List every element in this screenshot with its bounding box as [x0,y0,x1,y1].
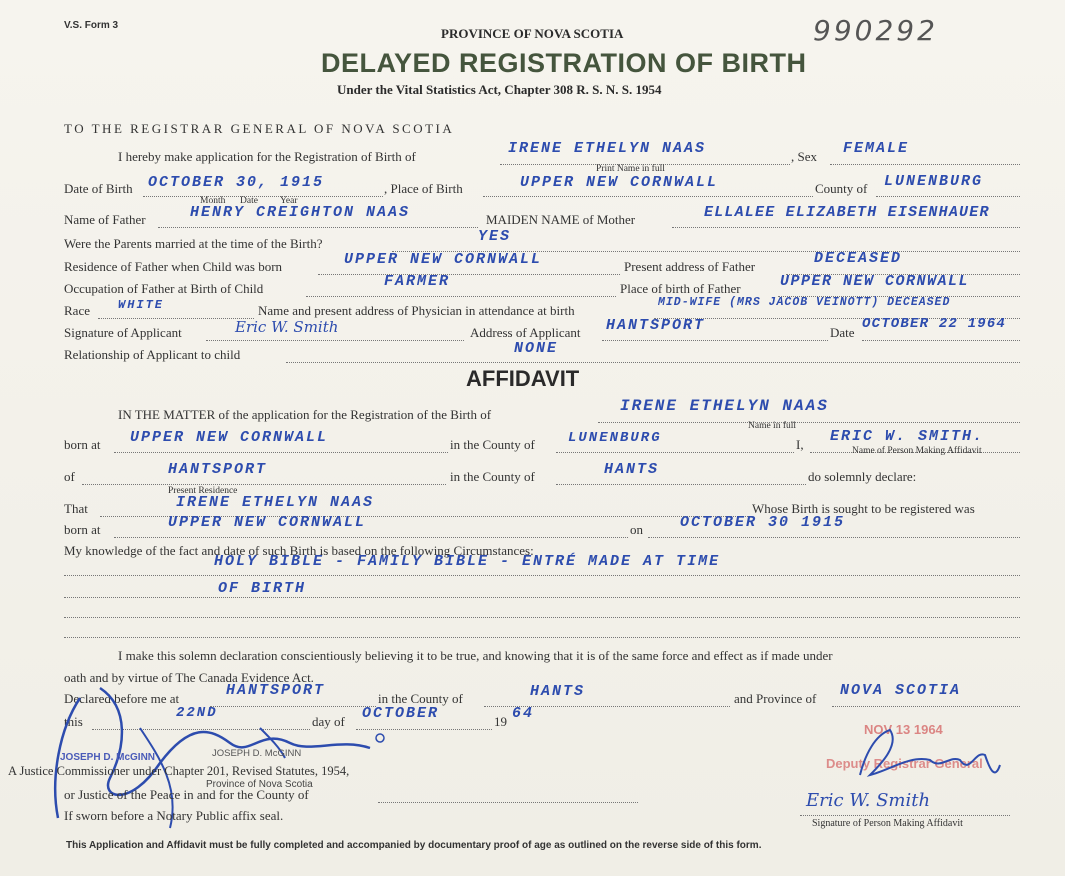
occupation-label: Occupation of Father at Birth of Child [64,281,264,296]
to-registrar: TO THE REGISTRAR GENERAL OF NOVA SCOTIA [64,121,455,136]
father-label: Name of Father [64,212,146,227]
knowledge-text: My knowledge of the fact and date of such Birth is based on the following Circumstances: [64,543,534,558]
married-label: Were the Parents married at the time of the Birth? [64,236,323,251]
relationship-value: NONE [514,340,559,357]
declared-county-value: HANTS [530,683,586,700]
joseph-stamp-line: JOSEPH D. McGINN [212,748,302,759]
day-value: 22ND [176,705,218,721]
applicant-address-value: HANTSPORT [606,317,706,334]
sex-label: , Sex [791,149,817,164]
father-birthplace-label: Place of birth of Father [620,281,741,296]
on-date-value: OCTOBER 30 1915 [680,514,846,531]
county-label: County of [815,181,868,196]
declared-county-label: in the County of [378,691,463,706]
declared-province-value: NOVA SCOTIA [840,682,962,699]
applicant-signature-label: Signature of Applicant [64,325,182,340]
notary-line: If sworn before a Notary Public affix seal. [64,808,284,823]
form-title: DELAYED REGISTRATION OF BIRTH [321,48,807,78]
circumstances-line-1: HOLY BIBLE - FAMILY BIBLE - ENTRÉ MADE AT TIME [214,553,721,570]
declared-at-value: HANTSPORT [226,682,326,699]
mother-value: ELLALEE ELIZABETH EISENHAUER [704,204,990,221]
affiant-signature: Eric W. Smith [806,790,931,811]
physician-value: MID-WIFE (MRS JACOB VEINOTT) DECEASED [658,296,951,309]
affidavit-heading: AFFIDAVIT [466,366,580,391]
present-residence-label: Present Residence [168,486,238,496]
residence-value: UPPER NEW CORNWALL [344,251,543,268]
whose-birth-text: Whose Birth is sought to be registered was [752,501,975,516]
application-date-value: OCTOBER 22 1964 [862,316,1007,332]
application-date-label: Date [830,325,855,340]
solemn-declaration-1: I make this solemn declaration conscientiously believing it to be true, and knowing that it is of the same force and effect as if made under [118,648,833,663]
date-label: Date [240,196,258,206]
born-at-value-2: UPPER NEW CORNWALL [168,514,367,531]
applicant-signature: Eric W. Smith [235,318,339,336]
registrar-signature [820,715,1010,795]
dob-label: Date of Birth [64,181,133,196]
father-birthplace-value: UPPER NEW CORNWALL [780,273,970,290]
commissioner-line: A Justice Commissioner under Chapter 201, Revised Statutes, 1954, [8,764,350,778]
solemn-declaration-2: oath and by virtue of The Canada Evidence Act. [64,670,314,685]
province-stamp-line: Province of Nova Scotia [206,779,313,790]
received-date-stamp: NOV 13 1964 [864,722,943,737]
year-prefix: 19 [494,714,507,729]
deponent-value: ERIC W. SMITH. [830,428,985,445]
justice-line: or Justice of the Peace in and for the County of [64,787,309,802]
form-subtitle: Under the Vital Statistics Act, Chapter 308 R. S. N. S. 1954 [337,82,662,97]
born-county-value: LUNENBURG [568,430,662,446]
year-label: Year [280,196,298,206]
commissioner-stamp-name: JOSEPH D. McGINN [60,752,156,763]
affidavit-child-name: IRENE ETHELYN NAAS [620,397,829,415]
this-label: this [64,714,83,729]
applicant-address-label: Address of Applicant [470,325,581,340]
application-intro: I hereby make application for the Registration of Birth of [118,149,416,164]
sex-value: FEMALE [843,140,910,157]
on-label: on [630,522,643,537]
residence-label: Residence of Father when Child was born [64,259,283,274]
deputy-registrar-stamp: Deputy Registrar General [826,756,983,771]
born-at-value: UPPER NEW CORNWALL [130,429,329,446]
dob-value: OCTOBER 30, 1915 [148,174,325,191]
file-number: 990292 [813,14,938,47]
print-name-label: Print Name in full [596,164,665,174]
occupation-value: FARMER [384,273,451,290]
circumstances-line-2: OF BIRTH [218,580,307,597]
place-label: , Place of Birth [384,181,463,196]
married-value: YES [478,228,512,245]
declared-label: Declared before me at [64,691,180,706]
month-value: OCTOBER [362,705,440,722]
day-of-label: day of [312,714,345,729]
residence-value-affidavit: HANTSPORT [168,461,268,478]
born-at-label-2: born at [64,522,101,537]
born-at-label: born at [64,437,101,452]
deponent-label: Name of Person Making Affidavit [852,446,982,456]
race-label: Race [64,303,90,318]
form-number: V.S. Form 3 [64,20,119,31]
affidavit-intro: IN THE MATTER of the application for the Registration of the Birth of [118,407,492,422]
of-label: of [64,469,75,484]
county-value: LUNENBURG [884,173,984,190]
mother-label: MAIDEN NAME of Mother [486,212,636,227]
child-name: IRENE ETHELYN NAAS [508,140,707,157]
i-label: I, [796,437,804,452]
solemnly-declare: do solemnly declare: [808,469,917,484]
year-suffix: 64 [512,705,535,722]
born-county-label: in the County of [450,437,535,452]
physician-label: Name and present address of Physician in attendance at birth [258,303,575,318]
present-address-value: DECEASED [814,250,903,267]
that-label: That [64,501,88,516]
name-in-full-label: Name in full [748,421,797,431]
declared-province-label: and Province of [734,691,817,706]
place-value: UPPER NEW CORNWALL [520,174,719,191]
affiant-signature-label: Signature of Person Making Affidavit [812,818,963,829]
relationship-label: Relationship of Applicant to child [64,347,241,362]
residence-county-label: in the County of [450,469,535,484]
race-value: WHITE [118,298,165,312]
residence-county-value: HANTS [604,461,660,478]
footer-instructions: This Application and Affidavit must be fully completed and accompanied by documentary proof of age as outlined on the reverse side of this form. [66,840,762,851]
that-name-value: IRENE ETHELYN NAAS [176,494,375,511]
province-heading: PROVINCE OF NOVA SCOTIA [441,26,624,41]
month-label: Month [200,196,226,206]
father-value: HENRY CREIGHTON NAAS [190,204,411,221]
present-address-label: Present address of Father [624,259,756,274]
